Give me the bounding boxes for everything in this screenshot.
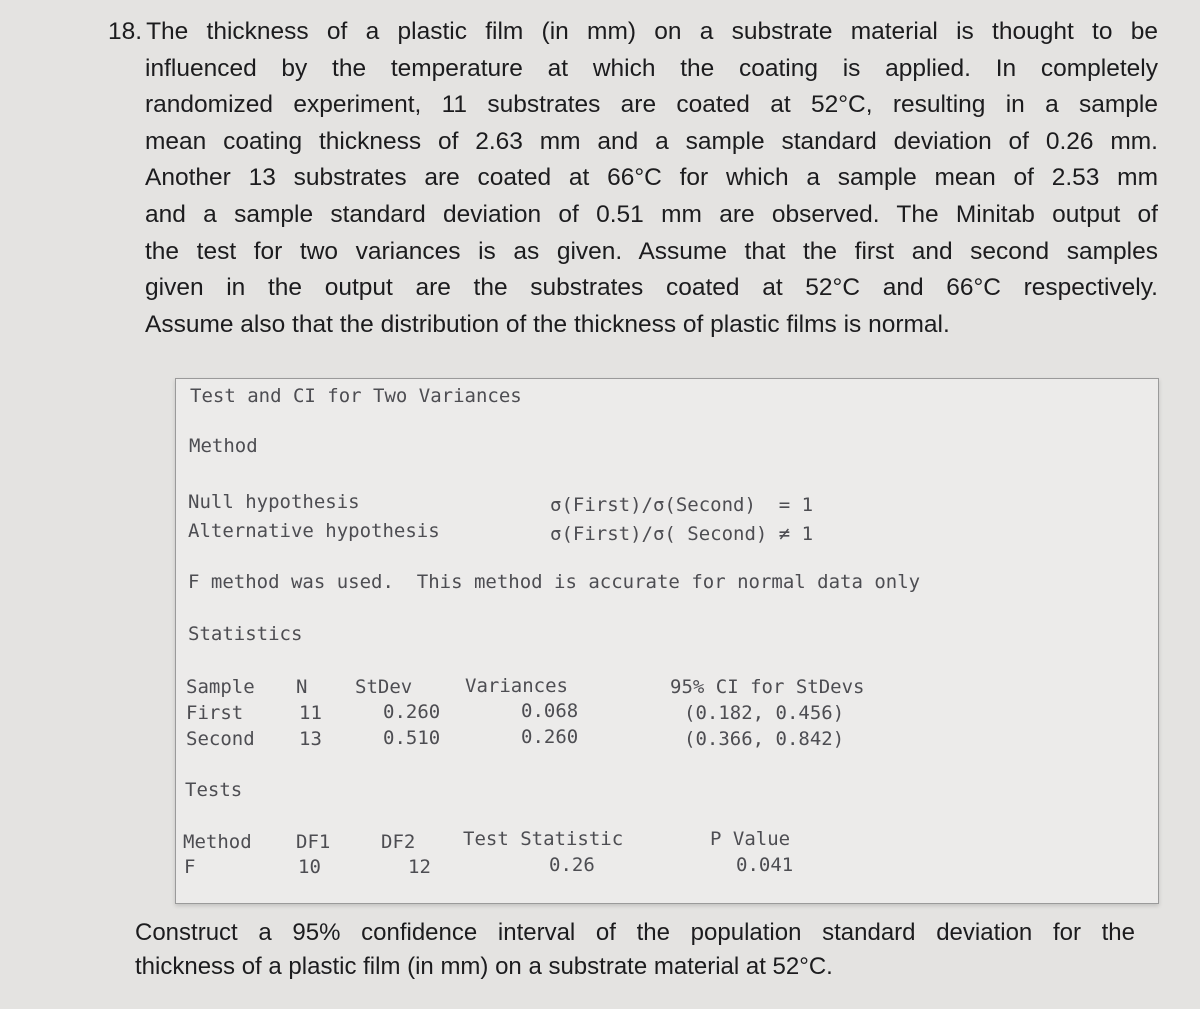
tests-header-test-statistic: Test Statistic: [463, 828, 624, 850]
prompt-line: thickness of a plastic film (in mm) on a substrate material at 52°C.: [135, 953, 833, 980]
stats-cell: (0.182, 0.456): [684, 702, 845, 724]
statistics-heading: Statistics: [188, 623, 303, 645]
question-line: Assume also that the distribution of the thickness of plastic films is normal.: [145, 310, 950, 338]
tests-cell: F: [184, 856, 196, 878]
tests-cell: 0.26: [549, 854, 595, 876]
stats-header-variances: Variances: [465, 675, 568, 697]
tests-header-df2: DF2: [381, 831, 416, 853]
null-hypothesis-value: σ(First)/σ(Second) = 1: [550, 494, 814, 516]
stats-cell: 11: [299, 702, 322, 724]
stats-header-stdev: StDev: [355, 676, 413, 698]
stats-cell: 0.260: [383, 701, 441, 723]
question-line: Another 13 substrates are coated at 66°C for which a sample mean of 2.53 mm: [145, 164, 1158, 192]
tests-header-method: Method: [183, 831, 252, 853]
alternative-hypothesis-label: Alternative hypothesis: [188, 520, 440, 542]
f-method-note: F method was used. This method is accurate for normal data only: [188, 571, 921, 593]
tests-header-df1: DF1: [296, 831, 331, 853]
question-text: [108, 14, 1158, 343]
method-heading: Method: [189, 435, 258, 457]
stats-header-ci: 95% CI for StDevs: [670, 676, 865, 698]
output-title: Test and CI for Two Variances: [190, 385, 522, 407]
tests-cell: 0.041: [736, 854, 794, 876]
question-line: randomized experiment, 11 substrates are coated at 52°C, resulting in a sample: [145, 91, 1158, 119]
question-line: the test for two variances is as given. Assume that the first and second samples: [145, 237, 1158, 265]
question-line: mean coating thickness of 2.63 mm and a sample standard deviation of 0.26 mm.: [145, 127, 1158, 155]
stats-cell: 0.260: [521, 726, 579, 748]
null-hypothesis-label: Null hypothesis: [188, 491, 360, 513]
prompt-line: Construct a 95% confidence interval of the population standard deviation for the: [135, 919, 1135, 946]
stats-header-sample: Sample: [186, 676, 255, 698]
stats-cell: 13: [299, 728, 322, 750]
stats-row-label: First: [186, 702, 244, 724]
tests-header-p-value: P Value: [710, 828, 791, 850]
question-number: 18.: [108, 18, 143, 45]
question-line: influenced by the temperature at which the coating is applied. In completely: [145, 54, 1158, 82]
question-line: given in the output are the substrates coated at 52°C and 66°C respectively.: [145, 274, 1158, 302]
stats-cell: (0.366, 0.842): [684, 728, 845, 750]
question-line: The thickness of a plastic film (in mm) on a substrate material is thought to be: [146, 18, 1158, 45]
stats-cell: 0.510: [383, 727, 441, 749]
task-prompt: [135, 916, 1135, 984]
question-line: and a sample standard deviation of 0.51 mm are observed. The Minitab output of: [145, 200, 1158, 228]
tests-cell: 10: [298, 856, 321, 878]
stats-header-n: N: [296, 676, 308, 698]
tests-cell: 12: [408, 856, 431, 878]
stats-cell: 0.068: [521, 700, 579, 722]
alternative-hypothesis-value: σ(First)/σ( Second) ≠ 1: [550, 523, 814, 545]
stats-row-label: Second: [186, 728, 255, 750]
minitab-output-box: [175, 378, 1159, 904]
tests-heading: Tests: [185, 779, 243, 801]
